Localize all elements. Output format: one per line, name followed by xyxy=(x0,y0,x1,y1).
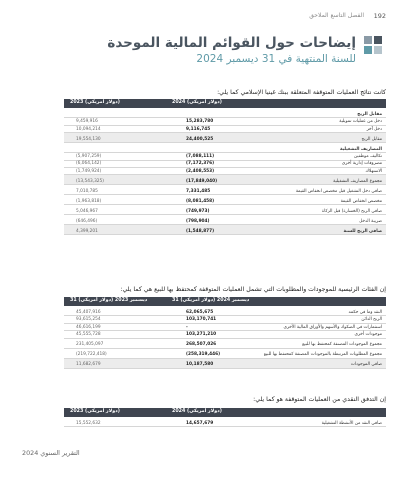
table2-intro: إن الفئات الرئيسية للموجودات والمطلوبات التي تشمل العمليات المتوقفة كمحتفظ بها للبيع هي كما يلي: xyxy=(120,286,386,293)
row-value-current: (7,172,376) xyxy=(186,161,215,167)
row-label: صافي الموجودات xyxy=(350,361,382,367)
row-label: دخل من عمليات تمويلية xyxy=(339,119,382,125)
table-row xyxy=(64,215,386,225)
table-row xyxy=(64,161,386,168)
table-header xyxy=(64,99,386,108)
row-value-current: 103,271,210 xyxy=(186,331,217,337)
row-value-prior: 5,046,967 xyxy=(76,208,98,214)
row-label: مجموع المصاريف التشغيلية xyxy=(333,178,382,184)
table-row xyxy=(64,143,386,153)
table-header xyxy=(64,408,386,417)
row-label: مجموع الموجودات المصنفة كمحتفظ بها للبيع xyxy=(302,341,382,347)
row-value-current: (2,408,553) xyxy=(186,168,215,174)
held-for-sale-table xyxy=(64,297,386,369)
row-value-prior: 46,616,199 xyxy=(76,324,101,330)
row-value-prior: 93,615,254 xyxy=(76,317,101,323)
row-value-prior: 231,405,097 xyxy=(76,341,104,347)
table1-intro: كانت نتائج العمليات المتوقفة المتعلقة ببنك غينيا الإسلامي كما يلي: xyxy=(217,89,386,96)
table-row xyxy=(64,175,386,185)
row-value-prior: 19,554,130 xyxy=(76,136,101,142)
table-row xyxy=(64,359,386,369)
col-prior: 31 ديسمبر 2023 (دولار أمريكي) xyxy=(70,298,148,303)
table-row xyxy=(64,420,386,427)
table-body xyxy=(64,111,386,235)
row-value-prior: 11,682,679 xyxy=(76,361,101,367)
row-value-prior: 15,552,632 xyxy=(76,420,101,426)
row-value-current: 7,331,485 xyxy=(186,188,211,194)
row-value-current: 15,283,780 xyxy=(186,119,214,125)
row-label: استثمارات في الصكوك والأسهم والأوراق المالية الأخرى xyxy=(283,324,382,330)
table-body xyxy=(64,309,386,369)
page-title: إيضاحات حول القوائم المالية الموحدة xyxy=(107,35,356,51)
row-label: ضريبة الدخل xyxy=(359,218,382,224)
row-value-prior: (1,963,818) xyxy=(76,198,102,204)
table-row xyxy=(64,195,386,205)
table-row xyxy=(64,111,386,118)
table3-intro: إن التدفق النقدي من العمليات المتوقفة هو كما يلي: xyxy=(253,396,386,403)
table-row xyxy=(64,185,386,195)
row-value-current: 62,065,675 xyxy=(186,309,214,315)
table-row xyxy=(64,331,386,338)
col-prior: 2023 (دولار أمريكي) xyxy=(70,409,120,414)
row-value-prior: 9,459,916 xyxy=(76,119,98,125)
table-row xyxy=(64,118,386,125)
row-value-current: 10,187,580 xyxy=(186,361,214,367)
col-current: 31 ديسمبر 2024 (دولار أمريكي) xyxy=(172,298,250,303)
row-label: دخل آخر xyxy=(366,126,382,132)
row-label: موجودات أخرى xyxy=(354,331,382,337)
row-value-prior: (1,749,924) xyxy=(76,168,102,174)
row-value-prior: (5,907,259) xyxy=(76,153,102,159)
row-value-prior: (219,722,418) xyxy=(76,351,107,357)
col-current: 2024 (دولار أمريكي) xyxy=(172,100,222,105)
table-row xyxy=(64,309,386,316)
row-value-prior: 45,407,916 xyxy=(76,309,101,315)
row-value-current: - xyxy=(186,324,188,330)
table-row xyxy=(64,339,386,349)
row-value-current: (798,904) xyxy=(186,218,210,224)
row-value-current: (258,319,446) xyxy=(186,351,221,357)
col-prior: 2023 (دولار أمريكي) xyxy=(70,100,120,105)
row-value-current: (17,849,040) xyxy=(186,178,218,184)
row-value-prior: (646,496) xyxy=(76,218,98,224)
row-value-current: 14,657,679 xyxy=(186,420,214,426)
row-label: مقابل الربح xyxy=(357,111,382,117)
page-subtitle: للسنة المنتهية في 31 ديسمبر 2024 xyxy=(196,53,356,65)
table-row xyxy=(64,316,386,323)
row-value-current: 24,400,525 xyxy=(186,136,214,142)
row-value-prior: (13,543,325) xyxy=(76,178,104,184)
row-value-prior: 10,094,214 xyxy=(76,126,101,132)
table-row xyxy=(64,153,386,160)
col-current: 2024 (دولار أمريكي) xyxy=(172,409,222,414)
table-row xyxy=(64,168,386,175)
row-label: المصاريف التشغيلية xyxy=(339,146,382,152)
row-value-current: 268,507,026 xyxy=(186,341,217,347)
row-value-prior: 7,010,785 xyxy=(76,188,98,194)
table-row xyxy=(64,205,386,215)
row-label: مخصص انخفاض القيمة xyxy=(340,198,382,204)
row-label: مصروفات إدارية أخرى xyxy=(341,161,382,167)
table-row xyxy=(64,126,386,133)
row-label: صافي الربح (الخسارة) قبل الزكاة xyxy=(321,208,382,214)
table-row xyxy=(64,133,386,143)
table-row xyxy=(64,225,386,235)
row-label: صافي دخل التشغيل قبل مخصص انخفاض القيمة xyxy=(295,188,382,194)
row-label: صافي الربح للسنة xyxy=(343,228,382,234)
row-label: تكاليف موظفين xyxy=(354,153,382,159)
row-value-prior: (6,064,142) xyxy=(76,161,102,167)
row-value-current: (8,081,458) xyxy=(186,198,215,204)
row-label: النقد وما في حكمه xyxy=(348,309,382,315)
row-label: صافي النقد من الأنشطة التشغيلية xyxy=(321,420,382,426)
section-mark-icon xyxy=(364,36,382,54)
row-value-prior: 45,555,728 xyxy=(76,331,101,337)
row-value-current: (1,548,877) xyxy=(186,228,215,234)
table-row xyxy=(64,324,386,331)
table-body xyxy=(64,420,386,427)
row-label: مجموع المطلوبات المرتبطة بالموجودات المصنفة كمحتفظ بها للبيع xyxy=(263,351,382,357)
row-value-prior: 4,399,201 xyxy=(76,228,98,234)
row-value-current: (749,973) xyxy=(186,208,210,214)
results-table xyxy=(64,99,386,235)
table-header xyxy=(64,297,386,306)
row-label: مقابل الربح xyxy=(361,136,382,142)
row-label: الاستهلاك xyxy=(365,168,382,174)
chapter-label: الفصل التاسع الملاحق xyxy=(309,12,364,19)
row-value-current: 103,170,741 xyxy=(186,317,217,323)
row-value-current: 9,116,745 xyxy=(186,126,211,132)
footer-report-label: التقرير السنوي 2024 xyxy=(22,449,80,457)
row-value-current: (7,088,111) xyxy=(186,153,215,159)
row-label: الربح الدائن xyxy=(361,317,382,323)
page-number: 192 xyxy=(373,12,386,20)
table-row xyxy=(64,349,386,359)
cash-flow-table xyxy=(64,408,386,427)
